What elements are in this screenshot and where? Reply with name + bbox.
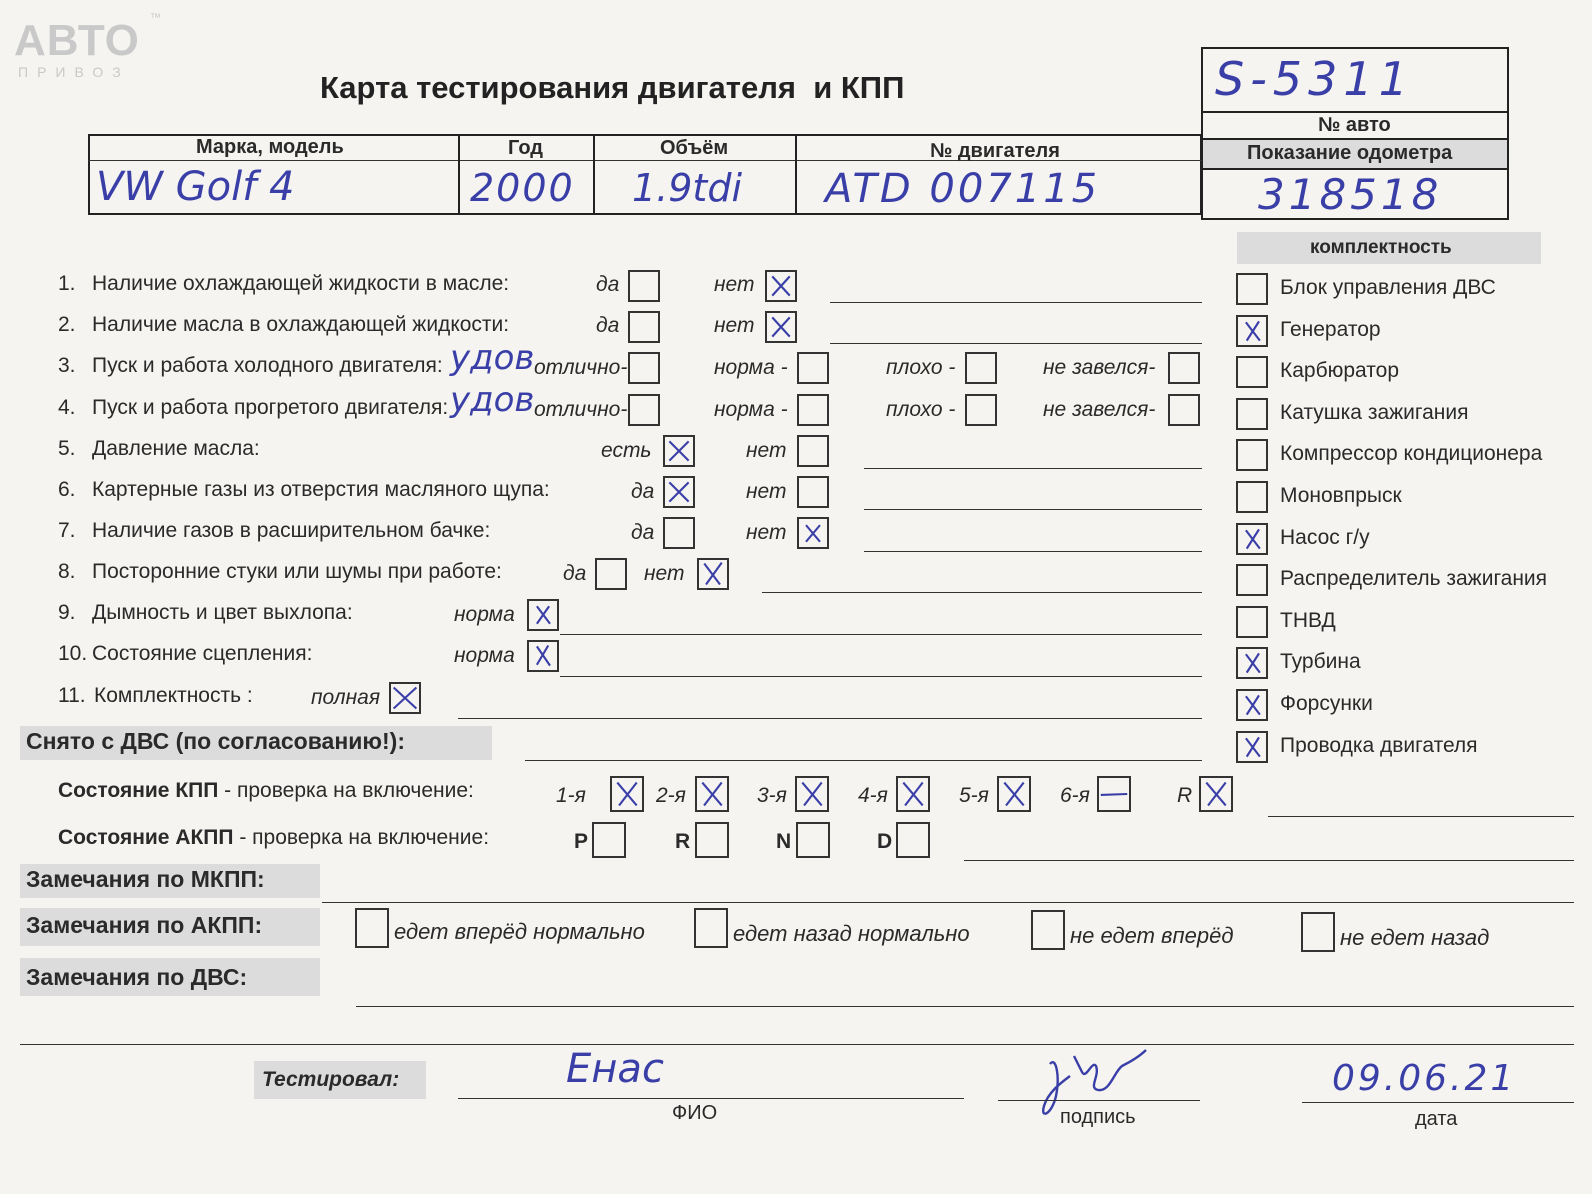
- logo-subtext: ПРИВОЗ: [18, 64, 130, 80]
- odometer-hand: 318518: [1258, 170, 1443, 219]
- completeness-item-label: Катушка зажигания: [1280, 401, 1469, 424]
- year-hand: 2000: [470, 166, 575, 210]
- item-10-num: 10.: [58, 642, 88, 665]
- akpp-mode-label: R: [675, 830, 691, 853]
- car-number-hand: S-5311: [1215, 52, 1414, 106]
- item-2-opt-no: нет: [714, 314, 755, 337]
- item-9-text: Дымность и цвет выхлопа:: [92, 601, 353, 624]
- completeness-checkbox[interactable]: [1236, 398, 1268, 430]
- akpp-mode-checkbox[interactable]: [896, 822, 930, 858]
- x-mark-icon: [529, 642, 557, 670]
- completeness-checkbox[interactable]: [1236, 315, 1268, 347]
- removed-label: Снято с ДВС (по согласованию!):: [26, 728, 405, 754]
- x-mark-icon: [1238, 525, 1266, 553]
- item-7-opt-yes: да: [631, 521, 655, 544]
- completeness-checkbox[interactable]: [1236, 523, 1268, 555]
- item-1-yes-checkbox[interactable]: [628, 270, 660, 302]
- car-number-label: № авто: [1318, 114, 1391, 136]
- completeness-item-label: Насос г/у: [1280, 526, 1370, 549]
- item-6-yes-checkbox[interactable]: [663, 476, 695, 508]
- item-4-opt-normal: норма -: [714, 398, 788, 421]
- dash-mark-icon: [1099, 778, 1129, 810]
- item-1-num: 1.: [58, 272, 76, 295]
- item-6-no-checkbox[interactable]: [797, 476, 829, 508]
- completeness-checkbox[interactable]: [1236, 647, 1268, 679]
- item-6-num: 6.: [58, 478, 76, 501]
- akpp-mode-checkbox[interactable]: [695, 822, 729, 858]
- akpp-mode-checkbox[interactable]: [796, 822, 830, 858]
- item-11-full-checkbox[interactable]: [389, 682, 421, 714]
- item-10-normal-checkbox[interactable]: [527, 640, 559, 672]
- x-mark-icon: [799, 519, 827, 547]
- x-mark-icon: [999, 778, 1029, 810]
- x-mark-icon: [699, 560, 727, 588]
- item-2-num: 2.: [58, 313, 76, 336]
- x-mark-icon: [391, 684, 419, 712]
- kpp-gear-checkbox[interactable]: [896, 776, 930, 812]
- x-mark-icon: [1238, 649, 1266, 677]
- x-mark-icon: [797, 778, 827, 810]
- item-4-hand: удов: [450, 380, 535, 420]
- item-11-text: Комплектность :: [94, 684, 253, 707]
- item-5-opt-yes: есть: [601, 439, 652, 462]
- item-9-normal-checkbox[interactable]: [527, 599, 559, 631]
- item-8-text: Посторонние стуки или шумы при работе:: [92, 560, 502, 583]
- akpp-mode-checkbox[interactable]: [592, 822, 626, 858]
- akpp-no-forward-checkbox[interactable]: [1031, 910, 1065, 950]
- item-5-no-checkbox[interactable]: [797, 435, 829, 467]
- item-1-opt-yes: да: [596, 273, 620, 296]
- kpp-gear-label: 4-я: [858, 784, 888, 807]
- kpp-gear-label: R: [1177, 784, 1193, 807]
- item-3-excellent-checkbox[interactable]: [628, 352, 660, 384]
- kpp-gear-label: 3-я: [757, 784, 787, 807]
- completeness-item-label: ТНВД: [1280, 609, 1336, 632]
- kpp-gear-label: 5-я: [959, 784, 989, 807]
- x-mark-icon: [1238, 317, 1266, 345]
- completeness-item-label: Компрессор кондиционера: [1280, 442, 1543, 465]
- item-5-text: Давление масла:: [92, 437, 260, 460]
- item-7-yes-checkbox[interactable]: [663, 517, 695, 549]
- remarks-akpp-label: Замечания по АКПП:: [26, 912, 263, 938]
- completeness-checkbox[interactable]: [1236, 731, 1268, 763]
- completeness-checkbox[interactable]: [1236, 273, 1268, 305]
- akpp-mode-label: D: [877, 830, 893, 853]
- completeness-item-label: Проводка двигателя: [1280, 734, 1478, 757]
- item-8-opt-no: нет: [644, 562, 685, 585]
- akpp-forward-ok-checkbox[interactable]: [355, 908, 389, 948]
- item-2-yes-checkbox[interactable]: [628, 311, 660, 343]
- item-10-opt-normal: норма: [454, 644, 515, 667]
- completeness-item-label: Форсунки: [1280, 692, 1373, 715]
- akpp-no-backward-checkbox[interactable]: [1301, 912, 1335, 952]
- akpp-label: [58, 826, 489, 850]
- item-3-nostart-checkbox[interactable]: [1168, 352, 1200, 384]
- item-8-opt-yes: да: [563, 562, 587, 585]
- fio-label: ФИО: [672, 1102, 718, 1124]
- engine-number-hand: ATD 007115: [825, 166, 1101, 212]
- completeness-checkbox[interactable]: [1236, 439, 1268, 471]
- signature-label: подпись: [1060, 1106, 1136, 1128]
- item-4-bad-checkbox[interactable]: [965, 394, 997, 426]
- completeness-item-label: Блок управления ДВС: [1280, 276, 1496, 299]
- item-4-normal-checkbox[interactable]: [797, 394, 829, 426]
- kpp-gear-label: 1-я: [556, 784, 586, 807]
- item-3-opt-nostart: не завелся-: [1043, 356, 1156, 379]
- x-mark-icon: [898, 778, 928, 810]
- kpp-label-bold: Состояние КПП: [58, 779, 219, 802]
- logo: [14, 18, 140, 80]
- item-4-opt-excellent: отлично-: [534, 398, 628, 421]
- item-5-num: 5.: [58, 437, 76, 460]
- x-mark-icon: [1201, 778, 1231, 810]
- completeness-heading: комплектность: [1310, 237, 1452, 258]
- item-1-text: Наличие охлаждающей жидкости в масле:: [92, 272, 510, 295]
- item-3-normal-checkbox[interactable]: [797, 352, 829, 384]
- x-mark-icon: [1238, 691, 1266, 719]
- completeness-item-label: Турбина: [1280, 650, 1361, 673]
- completeness-item-label: Моновпрыск: [1280, 484, 1402, 507]
- item-4-nostart-checkbox[interactable]: [1168, 394, 1200, 426]
- item-11-opt-full: полная: [311, 686, 381, 709]
- item-2-no-checkbox[interactable]: [765, 311, 797, 343]
- kpp-gear-checkbox[interactable]: [795, 776, 829, 812]
- volume-hand: 1.9tdi: [632, 166, 743, 210]
- x-mark-icon: [1238, 733, 1266, 761]
- completeness-item-label: Распределитель зажигания: [1280, 567, 1548, 590]
- item-8-yes-checkbox[interactable]: [595, 558, 627, 590]
- odometer-label: Показание одометра: [1247, 142, 1453, 164]
- kpp-gear-checkbox[interactable]: [695, 776, 729, 812]
- item-1-opt-no: нет: [714, 273, 755, 296]
- x-mark-icon: [665, 478, 693, 506]
- tested-label: Тестировал:: [262, 1068, 400, 1091]
- x-mark-icon: [612, 778, 642, 810]
- akpp-backward-ok-checkbox[interactable]: [694, 908, 728, 948]
- x-mark-icon: [767, 313, 795, 341]
- akpp-backward-ok-label: едет назад нормально: [733, 921, 970, 946]
- completeness-checkbox[interactable]: [1236, 356, 1268, 388]
- make-label: Марка, модель: [196, 136, 344, 158]
- logo-text: АВТО: [14, 16, 140, 65]
- engine-number-label: № двигателя: [930, 140, 1060, 162]
- item-5-opt-no: нет: [746, 439, 787, 462]
- kpp-gear-label: 6-я: [1060, 784, 1090, 807]
- item-3-opt-normal: норма -: [714, 356, 788, 379]
- remarks-dvs-label: Замечания по ДВС:: [26, 964, 248, 990]
- remarks-mkpp-label: Замечания по МКПП:: [26, 866, 265, 892]
- akpp-no-forward-label: не едет вперёд: [1070, 923, 1234, 948]
- akpp-mode-label: P: [574, 830, 589, 853]
- item-10-text: Состояние сцепления:: [92, 642, 313, 665]
- completeness-item-label: Генератор: [1280, 318, 1381, 341]
- akpp-label-rest: - проверка на включение:: [233, 826, 490, 849]
- year-label: Год: [508, 137, 543, 159]
- item-4-num: 4.: [58, 396, 76, 419]
- item-3-bad-checkbox[interactable]: [965, 352, 997, 384]
- akpp-label-bold: Состояние АКПП: [58, 826, 234, 849]
- item-6-text: Картерные газы из отверстия масляного щупа:: [92, 478, 550, 501]
- item-6-opt-no: нет: [746, 480, 787, 503]
- item-7-no-checkbox[interactable]: [797, 517, 829, 549]
- item-7-opt-no: нет: [746, 521, 787, 544]
- item-6-opt-yes: да: [631, 480, 655, 503]
- item-8-no-checkbox[interactable]: [697, 558, 729, 590]
- date-hand: 09.06.21: [1332, 1058, 1517, 1099]
- fio-hand: Енас: [566, 1046, 664, 1092]
- kpp-gear-checkbox[interactable]: [997, 776, 1031, 812]
- item-8-num: 8.: [58, 560, 76, 583]
- x-mark-icon: [665, 437, 693, 465]
- akpp-forward-ok-label: едет вперёд нормально: [394, 919, 645, 944]
- akpp-mode-label: N: [776, 830, 792, 853]
- x-mark-icon: [529, 601, 557, 629]
- item-4-excellent-checkbox[interactable]: [628, 394, 660, 426]
- completeness-checkbox[interactable]: [1236, 564, 1268, 596]
- item-5-yes-checkbox[interactable]: [663, 435, 695, 467]
- item-4-opt-bad: плохо -: [886, 398, 956, 421]
- completeness-checkbox[interactable]: [1236, 689, 1268, 721]
- item-3-text: Пуск и работа холодного двигателя:: [92, 354, 443, 377]
- item-3-num: 3.: [58, 354, 76, 377]
- item-4-opt-nostart: не завелся-: [1043, 398, 1156, 421]
- kpp-gear-label: 2-я: [656, 784, 686, 807]
- item-2-opt-yes: да: [596, 314, 620, 337]
- item-2-text: Наличие масла в охлаждающей жидкости:: [92, 313, 510, 336]
- date-label: дата: [1415, 1108, 1458, 1130]
- item-11-num: 11.: [58, 684, 86, 707]
- kpp-gear-checkbox[interactable]: [1199, 776, 1233, 812]
- x-mark-icon: [697, 778, 727, 810]
- kpp-gear-checkbox[interactable]: [1097, 776, 1131, 812]
- kpp-label: [58, 779, 474, 803]
- item-3-hand: удов: [450, 338, 535, 378]
- completeness-checkbox[interactable]: [1236, 481, 1268, 513]
- completeness-checkbox[interactable]: [1236, 606, 1268, 638]
- logo-tm: ™: [150, 12, 161, 24]
- item-4-text: Пуск и работа прогретого двигателя:: [92, 396, 449, 419]
- x-mark-icon: [767, 272, 795, 300]
- item-9-num: 9.: [58, 601, 76, 624]
- item-3-opt-bad: плохо -: [886, 356, 956, 379]
- item-9-opt-normal: норма: [454, 603, 515, 626]
- volume-label: Объём: [660, 137, 729, 159]
- item-1-no-checkbox[interactable]: [765, 270, 797, 302]
- item-7-num: 7.: [58, 519, 76, 542]
- kpp-label-rest: - проверка на включение:: [218, 779, 474, 802]
- item-7-text: Наличие газов в расширительном бачке:: [92, 519, 491, 542]
- akpp-no-backward-label: не едет назад: [1340, 925, 1490, 950]
- completeness-item-label: Карбюратор: [1280, 359, 1400, 382]
- kpp-gear-checkbox[interactable]: [610, 776, 644, 812]
- page-title: Карта тестирования двигателя и КПП: [320, 70, 905, 105]
- item-3-opt-excellent: отлично-: [534, 356, 628, 379]
- make-hand: VW Golf 4: [96, 164, 295, 210]
